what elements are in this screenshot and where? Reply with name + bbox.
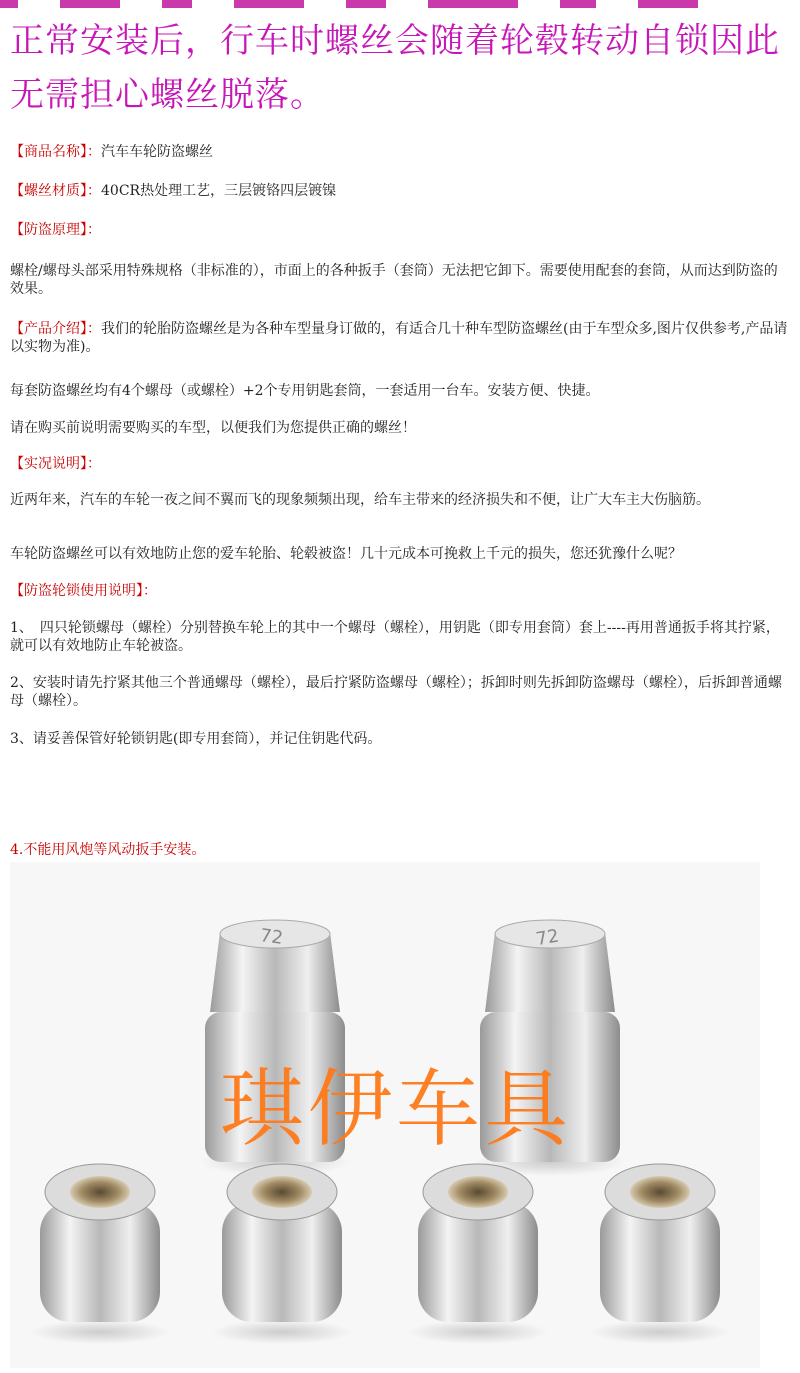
- material-label: 【螺丝材质】：: [10, 183, 101, 199]
- principle-text: 螺栓/螺母头部采用特殊规格（非标准的），市面上的各种扳手（套筒）无法把它卸下。需要使用配套的套筒，从而达到防盗的效果。: [10, 263, 778, 297]
- key-code-left: 72: [258, 924, 285, 949]
- intro-label: 【产品介绍】：: [10, 321, 101, 337]
- product-photo: [10, 862, 760, 1368]
- lock-nut-4: [590, 1164, 730, 1344]
- usage-step-2: 2、安装时请先拧紧其他三个普通螺母（螺栓），最后拧紧防盗螺母（螺栓）；拆卸时则先拆卸防盗螺母（螺栓），后拆卸普通螺母（螺栓）。: [10, 675, 782, 709]
- watermark-text: 琪伊车具: [220, 1060, 573, 1158]
- key-code-right: 72: [534, 925, 561, 951]
- reality-text-2: 车轮防盗螺丝可以有效地防止您的爱车轮胎、轮毂被盗！几十元成本可挽救上千元的损失，您还犹豫什么呢？: [10, 546, 682, 562]
- lock-nut-3: [408, 1164, 548, 1344]
- lock-nut-2: [212, 1164, 352, 1344]
- reality-label: 【实况说明】：: [10, 456, 101, 472]
- per-set-text: 每套防盗螺丝均有4个螺母（或螺栓）+2个专用钥匙套筒，一套适用一台车。安装方便、快捷。: [10, 383, 600, 399]
- principle-label: 【防盗原理】：: [10, 222, 101, 238]
- product-name-value: 汽车车轮防盗螺丝: [101, 144, 213, 160]
- lock-nut-1: [30, 1164, 170, 1344]
- material-value: 40CR热处理工艺，三层镀铬四层镀镍: [101, 183, 337, 199]
- intro-text: 我们的轮胎防盗螺丝是为各种车型量身订做的，有适合几十种车型防盗螺丝(由于车型众多,图片仅供参考,产品请以实物为准)。: [10, 321, 788, 355]
- product-name-label: 【商品名称】：: [10, 144, 101, 160]
- usage-label: 【防盗轮锁使用说明】：: [10, 583, 157, 599]
- reality-text-1: 近两年来，汽车的车轮一夜之间不翼而飞的现象频频出现，给车主带来的经济损失和不便，让广大车主大伤脑筋。: [10, 492, 710, 508]
- usage-step-4: 4.不能用风炮等风动扳手安装。: [10, 842, 206, 858]
- product-name-row: [10, 143, 790, 161]
- usage-step-3: 3、请妥善保管好轮锁钥匙(即专用套筒），并记住钥匙代码。: [10, 731, 382, 747]
- notice-text: 请在购买前说明需要购买的车型，以便我们为您提供正确的螺丝！: [10, 420, 416, 436]
- headline: 正常安装后，行车时螺丝会随着轮毂转动自锁因此无需担心螺丝脱落。: [10, 21, 780, 115]
- cropped-top-text: [0, 0, 800, 8]
- material-row: [10, 182, 790, 200]
- usage-step-1: 1、 四只轮锁螺母（螺栓）分别替换车轮上的其中一个螺母（螺栓），用钥匙（即专用套筒）套上----再用普通扳手将其拧紧，就可以有效地防止车轮被盗。: [10, 620, 780, 654]
- intro-row: [10, 320, 790, 356]
